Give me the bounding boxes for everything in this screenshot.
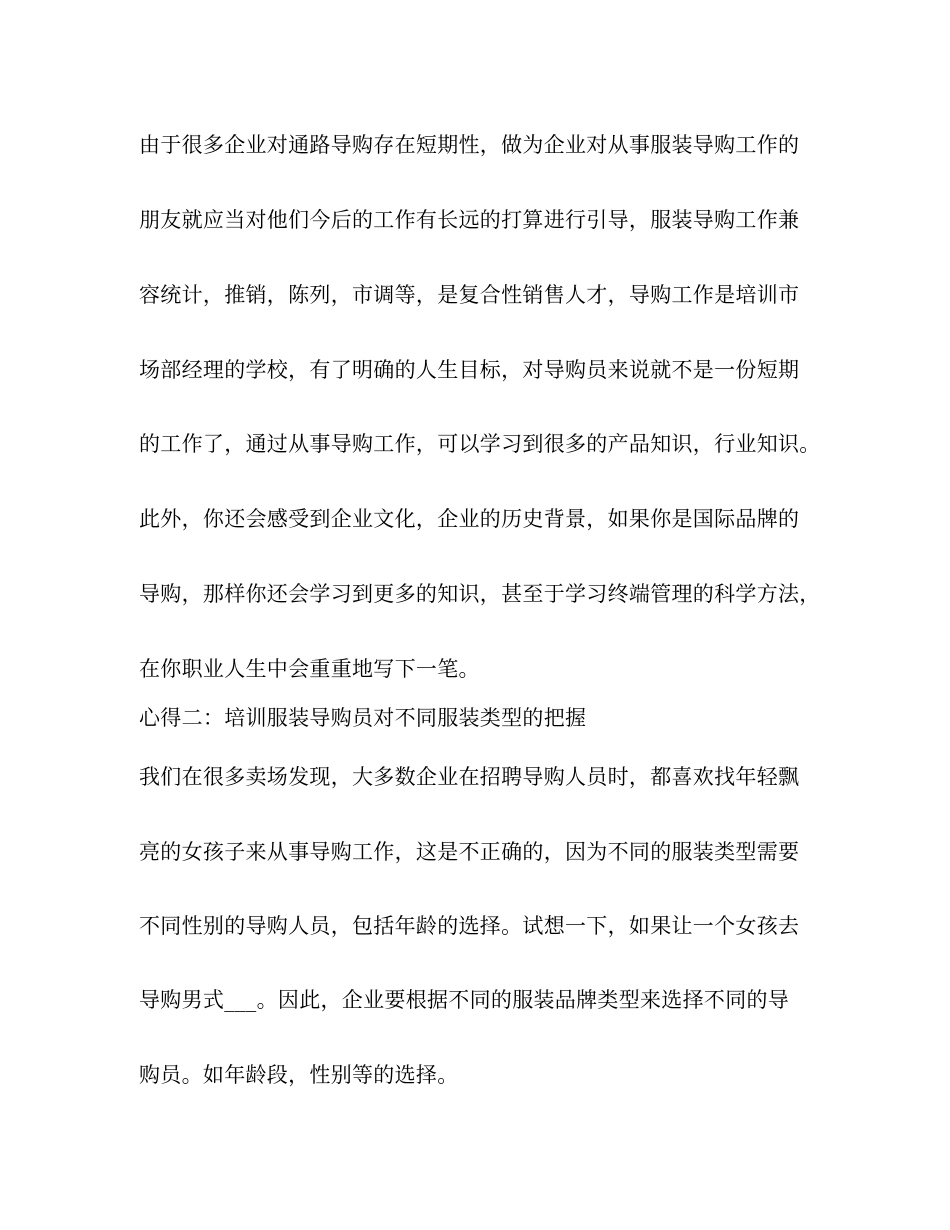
paragraph-2-line-1: 我们在很多卖场发现，大多数企业在招聘导购人员时，都喜欢找年轻飘 — [139, 765, 800, 789]
paragraph-1-line-4: 场部经理的学校，有了明确的人生目标，对导购员来说就不是一份短期 — [139, 358, 800, 382]
paragraph-1-line-8: 在你职业人生中会重重地写下一笔。 — [139, 657, 480, 681]
paragraph-1-line-5: 的工作了，通过从事导购工作，可以学习到很多的产品知识，行业知识。 — [139, 432, 821, 456]
paragraph-1-line-1: 由于很多企业对通路导购存在短期性，做为企业对从事服装导购工作的 — [139, 133, 800, 157]
paragraph-1-line-6: 此外，你还会感受到企业文化，企业的历史背景，如果你是国际品牌的 — [139, 507, 800, 531]
paragraph-2-line-5: 购员。如年龄段，性别等的选择。 — [139, 1063, 459, 1087]
paragraph-1-line-7: 导购，那样你还会学习到更多的知识，甚至于学习终端管理的科学方法， — [139, 582, 821, 606]
paragraph-1-line-3: 容统计，推销，陈列，市调等，是复合性销售人才，导购工作是培训市 — [139, 283, 800, 307]
paragraph-2-line-4: 导购男式___。因此，企业要根据不同的服装品牌类型来选择不同的导 — [139, 988, 790, 1012]
paragraph-1-line-2: 朋友就应当对他们今后的工作有长远的打算进行引导，服装导购工作兼 — [139, 208, 800, 232]
section-heading: 心得二：培训服装导购员对不同服装类型的把握 — [139, 706, 587, 730]
paragraph-2-line-2: 亮的女孩子来从事导购工作，这是不正确的，因为不同的服装类型需要 — [139, 840, 800, 864]
paragraph-2-line-3: 不同性别的导购人员，包括年龄的选择。试想一下，如果让一个女孩去 — [139, 914, 800, 938]
